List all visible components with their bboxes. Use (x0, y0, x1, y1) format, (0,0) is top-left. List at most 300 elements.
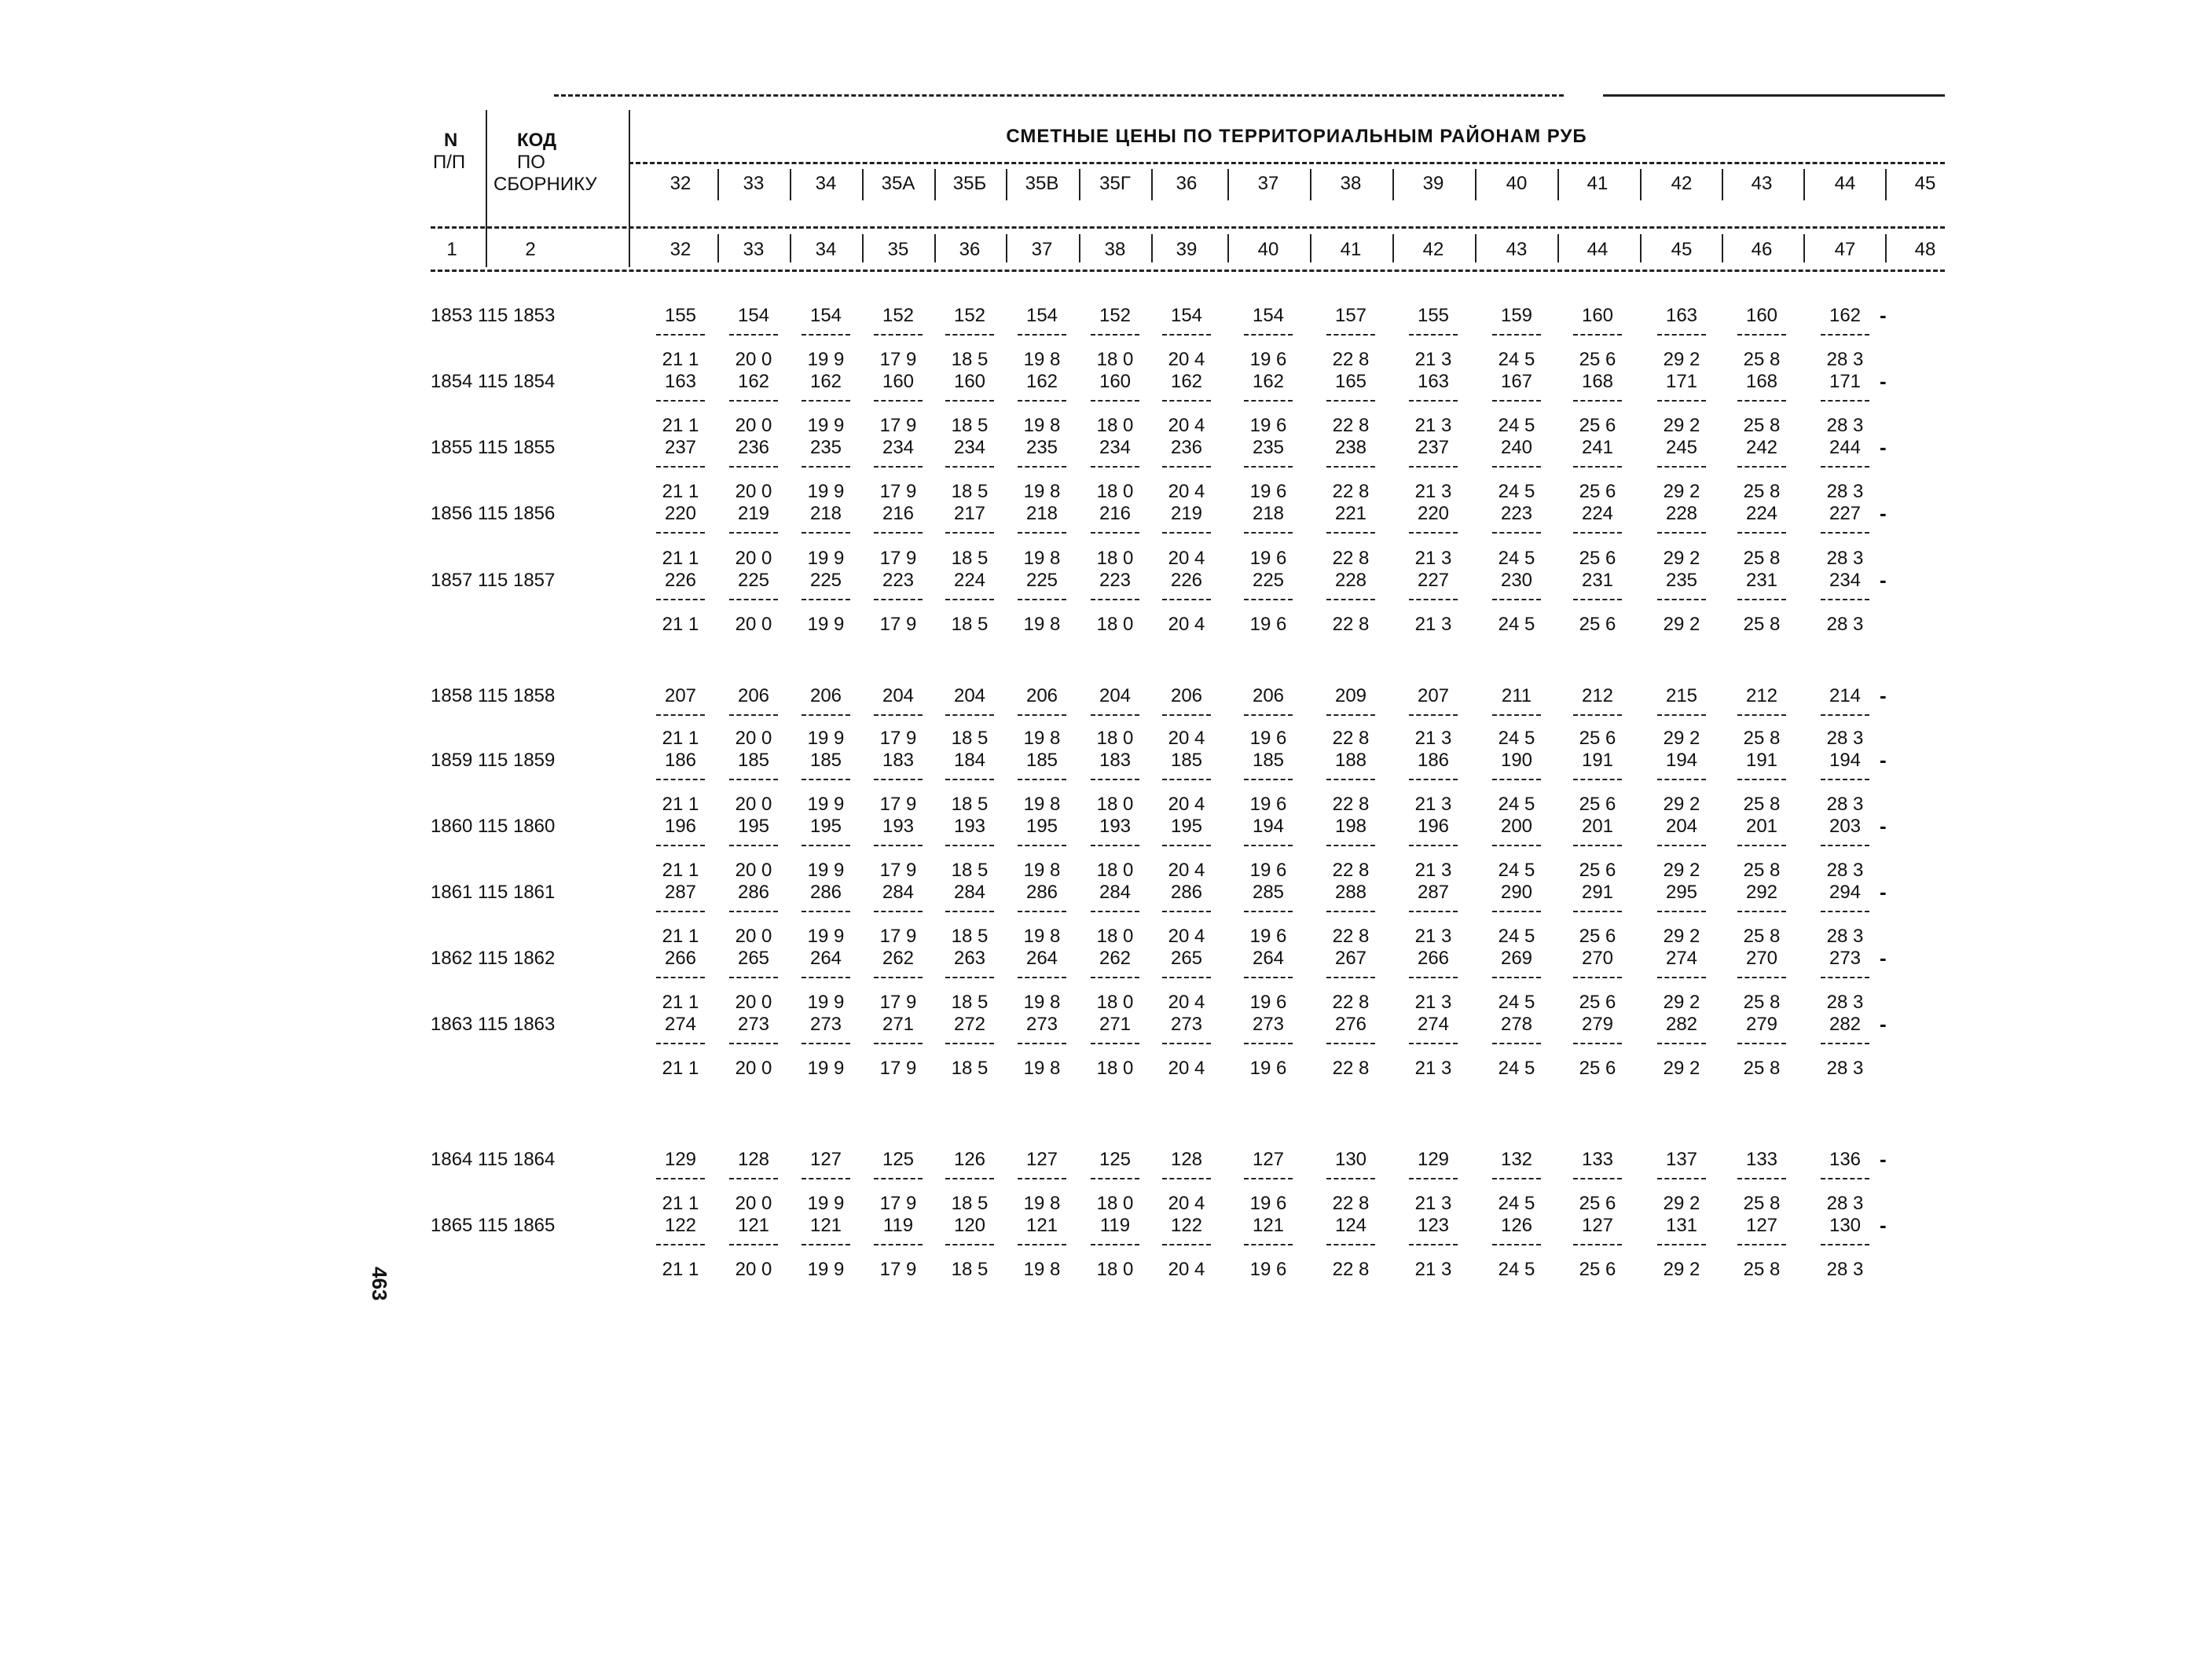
price-cell: 286 (1025, 882, 1058, 903)
price-cell: 162 (1829, 305, 1862, 326)
price-cell: 201 (1745, 816, 1778, 837)
fraction-line (1492, 1178, 1541, 1179)
price-cell: 224 (1745, 503, 1778, 524)
fraction-line (1326, 334, 1375, 336)
price-cell: 265 (737, 948, 770, 969)
coefficient-cell: 19 6 (1249, 548, 1287, 569)
price-cell: 237 (664, 437, 697, 458)
coefficient-cell: 28 3 (1826, 794, 1864, 815)
price-cell: 184 (953, 750, 986, 771)
price-cell: 285 (1252, 882, 1285, 903)
fraction-line (1821, 714, 1869, 716)
column-number-header: 41 (1340, 239, 1362, 260)
page-number: 463 (368, 1267, 391, 1301)
row-code-label: 1863 115 1863 (431, 1014, 556, 1035)
coefficient-cell: 21 1 (662, 1058, 699, 1079)
price-cell: 185 (737, 750, 770, 771)
fraction-line (1573, 911, 1622, 912)
district-code-header: 43 (1751, 173, 1773, 194)
price-cell: 216 (1099, 503, 1132, 524)
column-number-header: 42 (1422, 239, 1444, 260)
column-number-header: 35 (887, 239, 909, 260)
fraction-line (1244, 466, 1293, 468)
coefficient-cell: 21 3 (1414, 481, 1452, 502)
price-cell: 269 (1500, 948, 1533, 969)
price-cell: 274 (1665, 948, 1698, 969)
fraction-line (802, 779, 850, 780)
column-number-header: 44 (1587, 239, 1609, 260)
price-cell: 264 (1025, 948, 1058, 969)
price-cell: 201 (1581, 816, 1614, 837)
coefficient-cell: 24 5 (1498, 1193, 1535, 1214)
coefficient-cell: 28 3 (1826, 860, 1864, 881)
coefficient-cell: 21 3 (1414, 860, 1452, 881)
district-code-header: 35Г (1099, 173, 1131, 194)
column-divider (1310, 234, 1311, 262)
price-cell: 196 (664, 816, 697, 837)
coefficient-cell: 18 0 (1096, 1058, 1134, 1079)
fraction-line (874, 334, 923, 336)
price-cell: 282 (1829, 1014, 1862, 1035)
price-cell: 183 (882, 750, 915, 771)
fraction-line (1737, 466, 1786, 468)
coefficient-cell: 19 6 (1249, 860, 1287, 881)
column-divider (1557, 234, 1559, 262)
fraction-line (874, 466, 923, 468)
row-code-label: 1861 115 1861 (431, 882, 556, 903)
price-cell: 206 (1025, 685, 1058, 706)
district-code-header: 32 (669, 173, 691, 194)
fraction-line (1091, 779, 1139, 780)
price-cell: 183 (1099, 750, 1132, 771)
coefficient-cell: 19 8 (1023, 1193, 1061, 1214)
fraction-line (656, 400, 705, 402)
coefficient-cell: 25 6 (1579, 1058, 1616, 1079)
coefficient-cell: 19 9 (807, 548, 845, 569)
fraction-line (874, 400, 923, 402)
price-cell: 274 (664, 1014, 697, 1035)
column-number-header: 33 (743, 239, 765, 260)
price-cell: 235 (1252, 437, 1285, 458)
coefficient-cell: 25 6 (1579, 481, 1616, 502)
price-cell: 125 (882, 1149, 915, 1170)
coefficient-cell: 25 6 (1579, 614, 1616, 635)
price-cell: 273 (1025, 1014, 1058, 1035)
fraction-line (874, 599, 923, 600)
price-cell: 295 (1665, 882, 1698, 903)
coefficient-cell: 22 8 (1332, 1259, 1370, 1280)
fraction-line (656, 1043, 705, 1044)
coefficient-cell: 20 4 (1168, 860, 1205, 881)
fraction-line (1737, 334, 1786, 336)
coefficient-cell: 17 9 (879, 415, 917, 436)
price-cell: 286 (809, 882, 842, 903)
price-cell: 196 (1417, 816, 1450, 837)
coefficient-cell: 18 5 (951, 1259, 989, 1280)
coefficient-cell: 20 0 (735, 1193, 772, 1214)
price-cell: 225 (1252, 570, 1285, 591)
coefficient-cell: 28 3 (1826, 1259, 1864, 1280)
fraction-line (1409, 845, 1458, 846)
district-code-header: 35В (1025, 173, 1059, 194)
price-cell: 234 (1829, 570, 1862, 591)
fraction-line (1821, 911, 1869, 912)
header-divider-1 (486, 110, 487, 267)
price-cell: 219 (1170, 503, 1203, 524)
coefficient-cell: 24 5 (1498, 794, 1535, 815)
price-cell: 198 (1334, 816, 1367, 837)
fraction-line (1573, 845, 1622, 846)
price-cell: 294 (1829, 882, 1862, 903)
price-cell: 163 (664, 371, 697, 392)
district-code-header: 41 (1587, 173, 1609, 194)
coefficient-cell: 18 5 (951, 548, 989, 569)
price-cell: 168 (1745, 371, 1778, 392)
fraction-line (1018, 400, 1066, 402)
fraction-line (1244, 532, 1293, 534)
price-cell: 129 (664, 1149, 697, 1170)
coefficient-cell: 18 0 (1096, 728, 1134, 749)
price-cell: 292 (1745, 882, 1778, 903)
fraction-line (729, 779, 778, 780)
fraction-line (1162, 714, 1211, 716)
price-cell: 168 (1581, 371, 1614, 392)
price-cell: 227 (1829, 503, 1862, 524)
fraction-line (874, 532, 923, 534)
coefficient-cell: 25 6 (1579, 1193, 1616, 1214)
coefficient-cell: 25 8 (1743, 860, 1781, 881)
fraction-line (729, 334, 778, 336)
price-cell: 212 (1745, 685, 1778, 706)
coefficient-cell: 25 6 (1579, 415, 1616, 436)
fraction-line (1492, 599, 1541, 600)
column-divider (1227, 234, 1229, 262)
coefficient-cell: 19 9 (807, 1259, 845, 1280)
coefficient-cell: 20 4 (1168, 728, 1205, 749)
fraction-line (1326, 779, 1375, 780)
fraction-line (945, 779, 994, 780)
coefficient-cell: 17 9 (879, 1259, 917, 1280)
fraction-line (1244, 599, 1293, 600)
price-cell: 218 (809, 503, 842, 524)
column-number-2: 2 (525, 239, 536, 260)
coefficient-cell: 19 6 (1249, 794, 1287, 815)
price-cell: 162 (809, 371, 842, 392)
fraction-line (1244, 911, 1293, 912)
price-cell: 273 (809, 1014, 842, 1035)
price-cell: 262 (882, 948, 915, 969)
fraction-line (1162, 911, 1211, 912)
price-cell: 127 (1252, 1149, 1285, 1170)
column-divider (717, 169, 719, 200)
fraction-line (1657, 334, 1706, 336)
price-cell: 276 (1334, 1014, 1367, 1035)
fraction-line (1657, 845, 1706, 846)
coefficient-cell: 18 0 (1096, 992, 1134, 1013)
fraction-line (1091, 714, 1139, 716)
price-cell: 185 (1252, 750, 1285, 771)
column-number-header: 38 (1104, 239, 1126, 260)
column-number-header: 36 (959, 239, 981, 260)
column-divider (1006, 234, 1007, 262)
fraction-line (945, 1043, 994, 1044)
fraction-line (1162, 779, 1211, 780)
price-cell: 154 (1025, 305, 1058, 326)
fraction-line (1737, 1178, 1786, 1179)
coefficient-cell: 18 5 (951, 1193, 989, 1214)
coefficient-cell: 20 4 (1168, 1259, 1205, 1280)
column-number-header: 37 (1031, 239, 1053, 260)
column-divider (1475, 169, 1477, 200)
fraction-line (802, 911, 850, 912)
no-value-mark: - (1880, 814, 1887, 838)
coefficient-cell: 20 0 (735, 794, 772, 815)
fraction-line (1162, 334, 1211, 336)
title-underline (629, 162, 1945, 164)
fraction-line (1737, 977, 1786, 978)
fraction-line (1821, 977, 1869, 978)
price-cell: 127 (1745, 1215, 1778, 1236)
no-value-mark: - (1880, 369, 1887, 393)
price-cell: 273 (1829, 948, 1862, 969)
price-cell: 227 (1417, 570, 1450, 591)
price-cell: 215 (1665, 685, 1698, 706)
fraction-line (1244, 1178, 1293, 1179)
coefficient-cell: 24 5 (1498, 349, 1535, 370)
coefficient-cell: 19 9 (807, 728, 845, 749)
fraction-line (1737, 400, 1786, 402)
fraction-line (1573, 400, 1622, 402)
fraction-line (729, 1043, 778, 1044)
price-cell: 195 (1170, 816, 1203, 837)
fraction-line (874, 1043, 923, 1044)
price-cell: 206 (809, 685, 842, 706)
coefficient-cell: 21 1 (662, 1193, 699, 1214)
coefficient-cell: 24 5 (1498, 1259, 1535, 1280)
coefficient-cell: 19 9 (807, 992, 845, 1013)
price-cell: 219 (737, 503, 770, 524)
fraction-line (1244, 334, 1293, 336)
code-column-sublabel: ПО (517, 152, 545, 173)
coefficient-cell: 24 5 (1498, 728, 1535, 749)
coefficient-cell: 19 9 (807, 415, 845, 436)
fraction-line (729, 1244, 778, 1245)
fraction-line (1409, 1043, 1458, 1044)
fraction-line (945, 911, 994, 912)
coefficient-cell: 19 9 (807, 860, 845, 881)
fraction-line (945, 1178, 994, 1179)
coefficient-cell: 21 1 (662, 415, 699, 436)
price-cell: 224 (953, 570, 986, 591)
fraction-line (729, 845, 778, 846)
no-value-mark: - (1880, 435, 1887, 459)
fraction-line (1492, 400, 1541, 402)
coefficient-cell: 18 0 (1096, 1259, 1134, 1280)
coefficient-cell: 21 3 (1414, 1193, 1452, 1214)
column-divider (862, 234, 864, 262)
district-code-header: 42 (1671, 173, 1693, 194)
coefficient-cell: 18 0 (1096, 415, 1134, 436)
column-number-header: 34 (815, 239, 837, 260)
fraction-line (1018, 532, 1066, 534)
coefficient-cell: 20 0 (735, 728, 772, 749)
coefficient-cell: 20 0 (735, 1259, 772, 1280)
fraction-line (1244, 779, 1293, 780)
coefficient-cell: 20 0 (735, 415, 772, 436)
price-cell: 218 (1252, 503, 1285, 524)
fraction-line (656, 977, 705, 978)
price-cell: 270 (1745, 948, 1778, 969)
price-cell: 160 (953, 371, 986, 392)
price-cell: 209 (1334, 685, 1367, 706)
coefficient-cell: 19 9 (807, 614, 845, 635)
price-cell: 286 (1170, 882, 1203, 903)
coefficient-cell: 18 5 (951, 481, 989, 502)
coefficient-cell: 20 4 (1168, 992, 1205, 1013)
fraction-line (1326, 599, 1375, 600)
price-cell: 127 (1581, 1215, 1614, 1236)
coefficient-cell: 22 8 (1332, 992, 1370, 1013)
fraction-line (802, 599, 850, 600)
coefficient-cell: 18 0 (1096, 548, 1134, 569)
fraction-line (1018, 466, 1066, 468)
column-divider (1079, 234, 1080, 262)
price-cell: 152 (1099, 305, 1132, 326)
coefficient-cell: 17 9 (879, 992, 917, 1013)
column-divider (717, 234, 719, 262)
price-cell: 290 (1500, 882, 1533, 903)
fraction-line (945, 466, 994, 468)
coefficient-cell: 24 5 (1498, 415, 1535, 436)
fraction-line (1326, 1244, 1375, 1245)
price-cell: 220 (664, 503, 697, 524)
price-cell: 214 (1829, 685, 1862, 706)
coefficient-cell: 25 8 (1743, 349, 1781, 370)
price-cell: 165 (1334, 371, 1367, 392)
price-cell: 272 (953, 1014, 986, 1035)
coefficient-cell: 25 8 (1743, 614, 1781, 635)
fraction-line (1018, 845, 1066, 846)
price-cell: 223 (882, 570, 915, 591)
price-cell: 264 (1252, 948, 1285, 969)
no-value-mark: - (1880, 303, 1887, 327)
price-cell: 273 (1252, 1014, 1285, 1035)
row-code-label: 1865 115 1865 (431, 1215, 556, 1236)
fraction-line (1657, 714, 1706, 716)
price-cell: 224 (1581, 503, 1614, 524)
fraction-line (1657, 599, 1706, 600)
coefficient-cell: 24 5 (1498, 992, 1535, 1013)
no-value-mark: - (1880, 1147, 1887, 1171)
price-cell: 129 (1417, 1149, 1450, 1170)
coefficient-cell: 22 8 (1332, 349, 1370, 370)
column-number-1: 1 (446, 239, 457, 260)
district-code-header: 37 (1257, 173, 1279, 194)
fraction-line (729, 714, 778, 716)
price-cell: 154 (1252, 305, 1285, 326)
price-cell: 240 (1500, 437, 1533, 458)
fraction-line (1409, 911, 1458, 912)
district-code-header: 35А (881, 173, 915, 194)
column-divider (1310, 169, 1311, 200)
column-divider (1557, 169, 1559, 200)
coefficient-cell: 29 2 (1663, 548, 1700, 569)
coefficient-cell: 18 5 (951, 415, 989, 436)
coefficient-cell: 18 5 (951, 860, 989, 881)
price-cell: 217 (953, 503, 986, 524)
coefficient-cell: 25 8 (1743, 415, 1781, 436)
price-cell: 160 (1099, 371, 1132, 392)
coefficient-cell: 20 0 (735, 860, 772, 881)
coefficient-cell: 25 8 (1743, 992, 1781, 1013)
coefficient-cell: 28 3 (1826, 728, 1864, 749)
fraction-line (1821, 532, 1869, 534)
price-cell: 220 (1417, 503, 1450, 524)
coefficient-cell: 21 1 (662, 1259, 699, 1280)
fraction-line (1326, 466, 1375, 468)
fraction-line (1091, 1244, 1139, 1245)
price-cell: 154 (1170, 305, 1203, 326)
coefficient-cell: 29 2 (1663, 992, 1700, 1013)
coefficient-cell: 21 1 (662, 728, 699, 749)
price-cell: 120 (953, 1215, 986, 1236)
row-code-label: 1858 115 1858 (431, 685, 556, 706)
coefficient-cell: 20 4 (1168, 926, 1205, 947)
column-divider (1475, 234, 1477, 262)
fraction-line (1821, 1178, 1869, 1179)
coefficient-cell: 21 3 (1414, 794, 1452, 815)
price-cell: 126 (1500, 1215, 1533, 1236)
coefficient-cell: 21 3 (1414, 992, 1452, 1013)
fraction-line (1409, 779, 1458, 780)
coefficient-cell: 21 1 (662, 548, 699, 569)
price-cell: 218 (1025, 503, 1058, 524)
price-cell: 159 (1500, 305, 1533, 326)
coefficient-cell: 29 2 (1663, 794, 1700, 815)
fraction-line (1737, 1244, 1786, 1245)
price-cell: 263 (953, 948, 986, 969)
fraction-line (1821, 400, 1869, 402)
district-code-header: 44 (1834, 173, 1856, 194)
table-title: СМЕТНЫЕ ЦЕНЫ ПО ТЕРРИТОРИАЛЬНЫМ РАЙОНАМ РУБ (1006, 126, 1587, 147)
price-cell: 228 (1334, 570, 1367, 591)
fraction-line (1091, 1043, 1139, 1044)
fraction-line (1737, 911, 1786, 912)
coefficient-cell: 17 9 (879, 1193, 917, 1214)
price-cell: 236 (1170, 437, 1203, 458)
column-number-header: 45 (1671, 239, 1693, 260)
fraction-line (1409, 334, 1458, 336)
price-cell: 226 (1170, 570, 1203, 591)
fraction-line (1737, 845, 1786, 846)
column-divider (934, 169, 936, 200)
fraction-line (945, 714, 994, 716)
fraction-line (1091, 1178, 1139, 1179)
coefficient-cell: 28 3 (1826, 926, 1864, 947)
fraction-line (874, 1178, 923, 1179)
fraction-line (1091, 400, 1139, 402)
fraction-line (656, 599, 705, 600)
price-cell: 160 (882, 371, 915, 392)
price-cell: 204 (953, 685, 986, 706)
coefficient-cell: 25 6 (1579, 926, 1616, 947)
coefficient-cell: 21 3 (1414, 548, 1452, 569)
coefficient-cell: 17 9 (879, 548, 917, 569)
price-cell: 270 (1581, 948, 1614, 969)
coefficient-cell: 25 6 (1579, 349, 1616, 370)
fraction-line (1821, 779, 1869, 780)
price-cell: 262 (1099, 948, 1132, 969)
